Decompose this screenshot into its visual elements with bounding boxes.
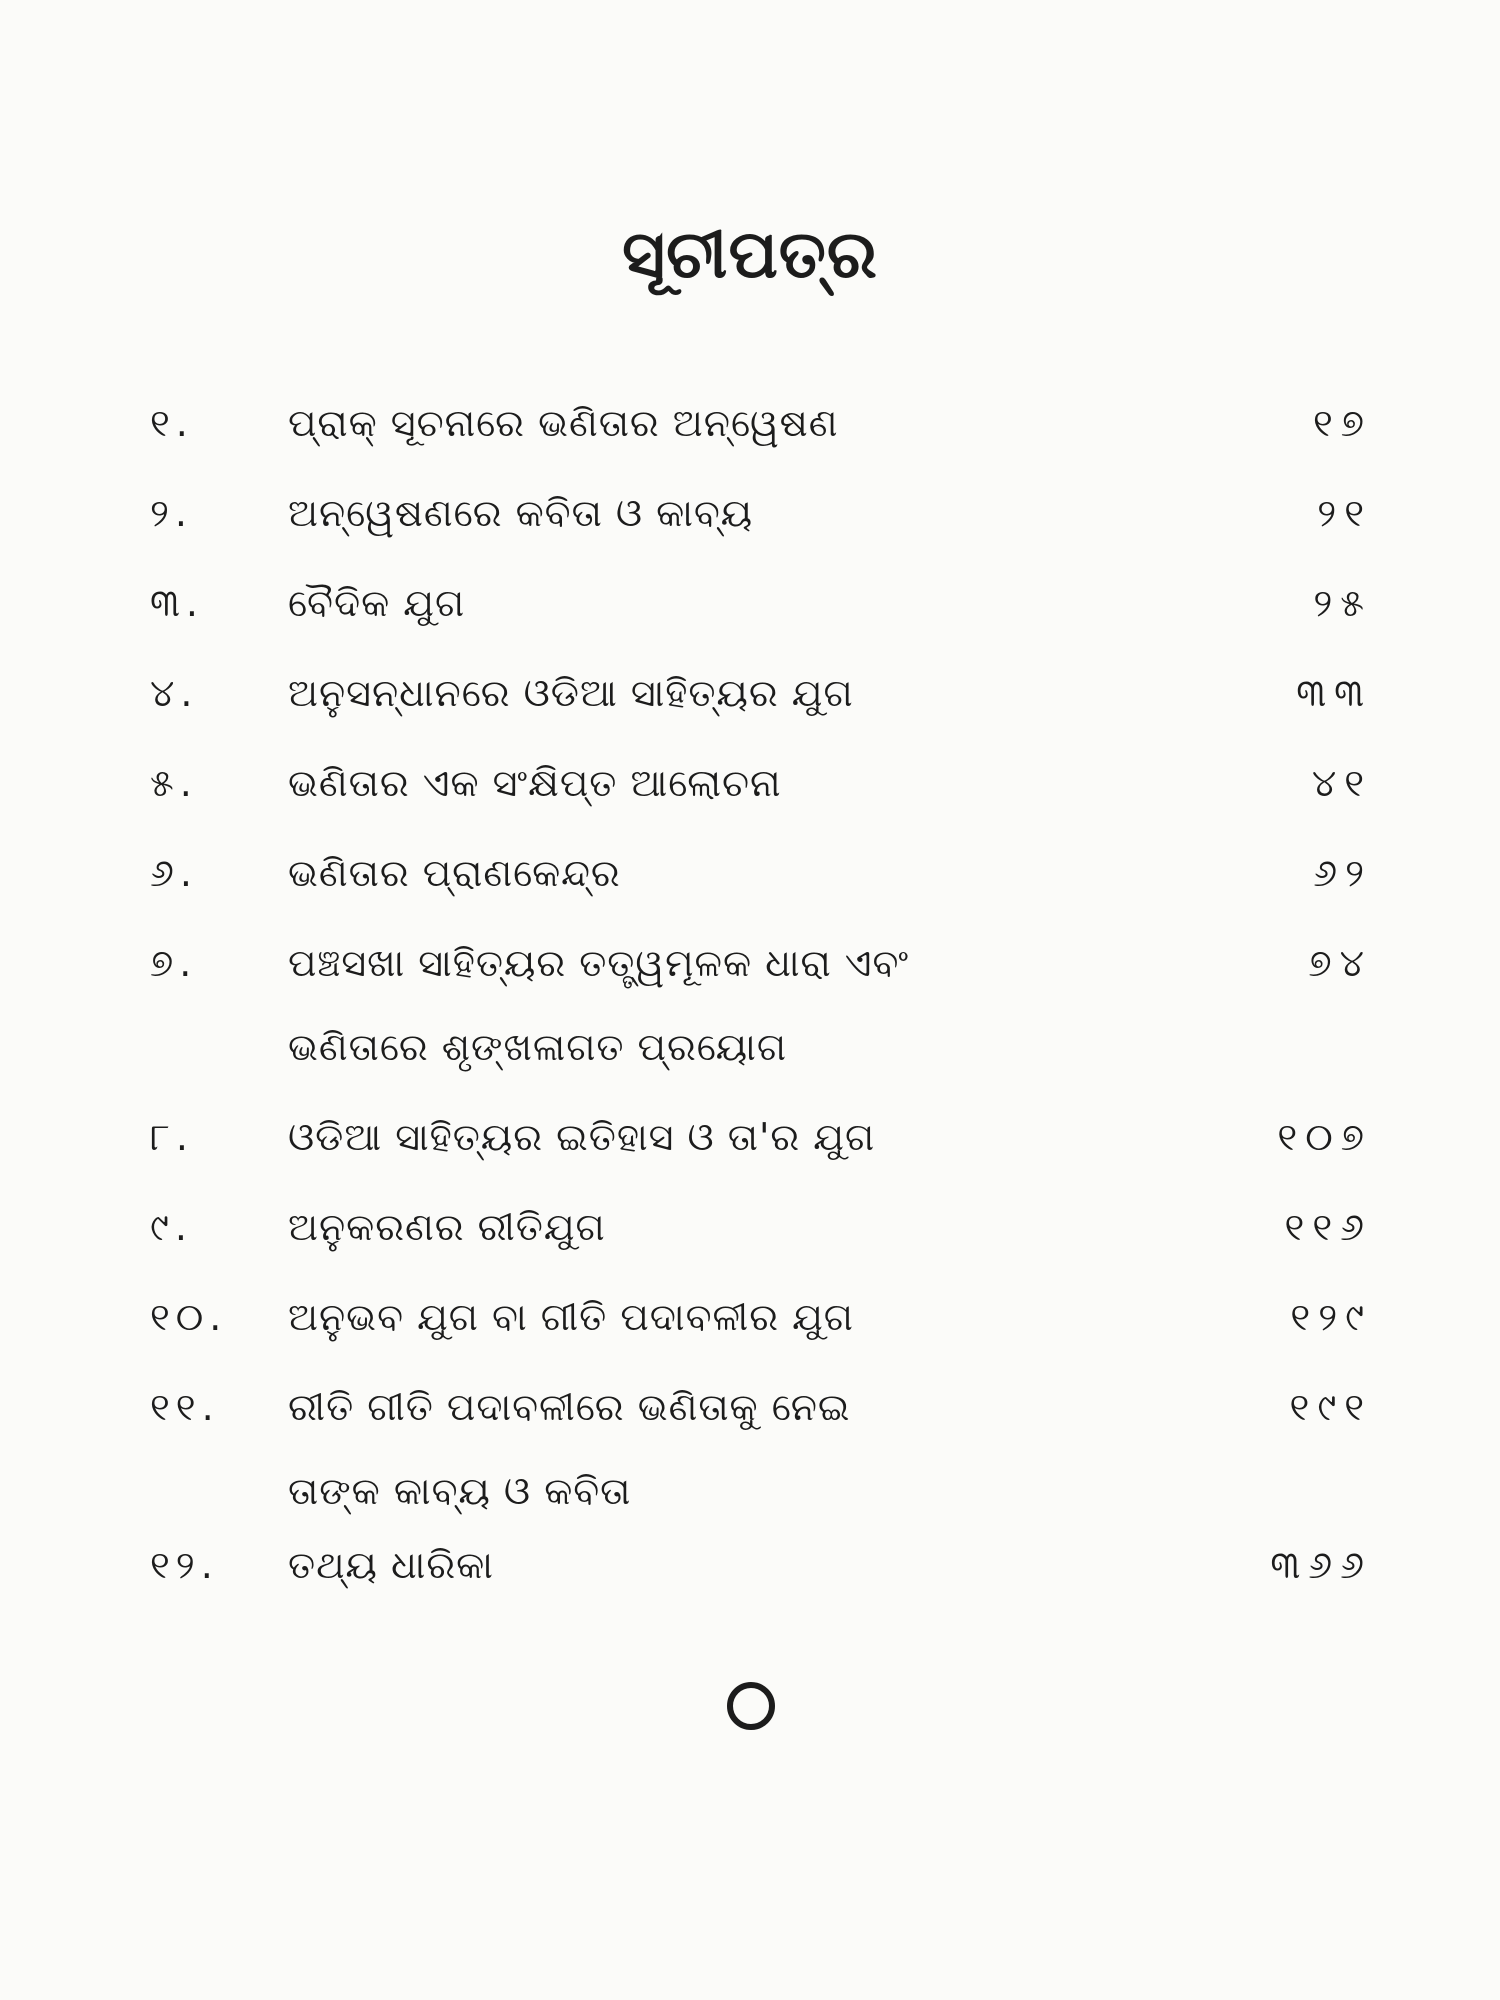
entry-title (288, 488, 988, 538)
entry-title (288, 1382, 988, 1516)
entry-title (288, 848, 988, 898)
entry-page-number: ୧୧୬ (1284, 1205, 1372, 1249)
entry-title-line: ରୀତି ଗୀତି ପଦାବଳୀରେ ଭଣିତାକୁ ନେଇ (288, 1385, 851, 1429)
entry-title-line: ପ୍ରାକ୍ ସୂଚନାରେ ଭଣିତାର ଅନ୍ୱେଷଣ (288, 401, 839, 445)
entry-number: ୧. (150, 401, 194, 445)
entry-title-line: ତଥ୍ୟ ଧାରିକା (288, 1543, 494, 1587)
circle-ornament-icon (725, 1680, 777, 1732)
entry-number: ୧୦. (150, 1295, 228, 1339)
entry-title-line: ଭଣିତାରେ ଶୃଙ୍ଖଳାଗତ ପ୍ରୟୋଗ (288, 1025, 788, 1069)
entry-page-number: ୪୧ (1311, 761, 1372, 805)
entry-number: ୩. (150, 581, 204, 625)
entry-title-line: ଅନୁସନ୍ଧାନରେ ଓଡିଆ ସାହିତ୍ୟର ଯୁଗ (288, 671, 854, 715)
entry-title (288, 1292, 988, 1342)
entry-title-line: ଅନ୍ୱେଷଣରେ କବିତା ଓ କାବ୍ୟ (288, 491, 754, 535)
entry-page-number: ୩୩ (1296, 671, 1372, 715)
entry-number: ୧୧. (150, 1385, 220, 1429)
entry-title (288, 668, 988, 718)
entry-page-number: ୨୫ (1313, 581, 1372, 625)
entry-number: ୫. (150, 761, 198, 805)
entry-title-line: ଅନୁକରଣର ରୀତିଯୁଗ (288, 1205, 606, 1249)
entry-number: ୮. (150, 1115, 194, 1159)
entry-page-number: ୨୧ (1317, 491, 1372, 535)
entry-title (288, 1540, 988, 1590)
entry-number: ୨. (150, 491, 194, 535)
entry-page-number: ୧୦୭ (1277, 1115, 1372, 1159)
entry-page-number: ୭୪ (1308, 941, 1372, 985)
entry-title-line: ତାଙ୍କ କାବ୍ୟ ଓ କବିତା (288, 1469, 632, 1513)
entry-title-line: ଭଣିତାର ଏକ ସଂକ୍ଷିପ୍ତ ଆଲୋଚନା (288, 761, 782, 805)
entry-title (288, 398, 988, 448)
entry-title-line: ଅନୁଭବ ଯୁଗ ବା ଗୀତି ପଦାବଳୀର ଯୁଗ (288, 1295, 854, 1339)
entry-title (288, 938, 988, 1072)
entry-page-number: ୬୨ (1313, 851, 1372, 895)
entry-title (288, 1202, 988, 1252)
entry-title-line: ଓଡିଆ ସାହିତ୍ୟର ଇତିହାସ ଓ ତା'ର ଯୁଗ (288, 1115, 876, 1159)
entry-page-number: ୩୬୬ (1270, 1543, 1372, 1587)
entry-title (288, 578, 988, 628)
entry-page-number: ୧୯୧ (1289, 1385, 1372, 1429)
entry-number: ୪. (150, 671, 199, 715)
entry-title-line: ଭଣିତାର ପ୍ରାଣକେନ୍ଦ୍ର (288, 851, 621, 895)
entry-title (288, 758, 988, 808)
page-title: ସୂଚୀପତ୍ର (622, 216, 878, 293)
entry-title-line: ବୈଦିକ ଯୁଗ (288, 581, 466, 625)
entry-number: ୭. (150, 941, 198, 985)
entry-number: ୯. (150, 1205, 193, 1249)
entry-page-number: ୧୨୯ (1290, 1295, 1372, 1339)
entry-number: ୬. (150, 851, 198, 895)
entry-number: ୧୨. (150, 1543, 219, 1587)
entry-title-line: ପଞ୍ଚସଖା ସାହିତ୍ୟର ତତ୍ତ୍ୱମୂଳକ ଧାରା ଏବଂ (288, 941, 910, 985)
entry-page-number: ୧୭ (1312, 401, 1372, 445)
entry-title (288, 1112, 988, 1162)
